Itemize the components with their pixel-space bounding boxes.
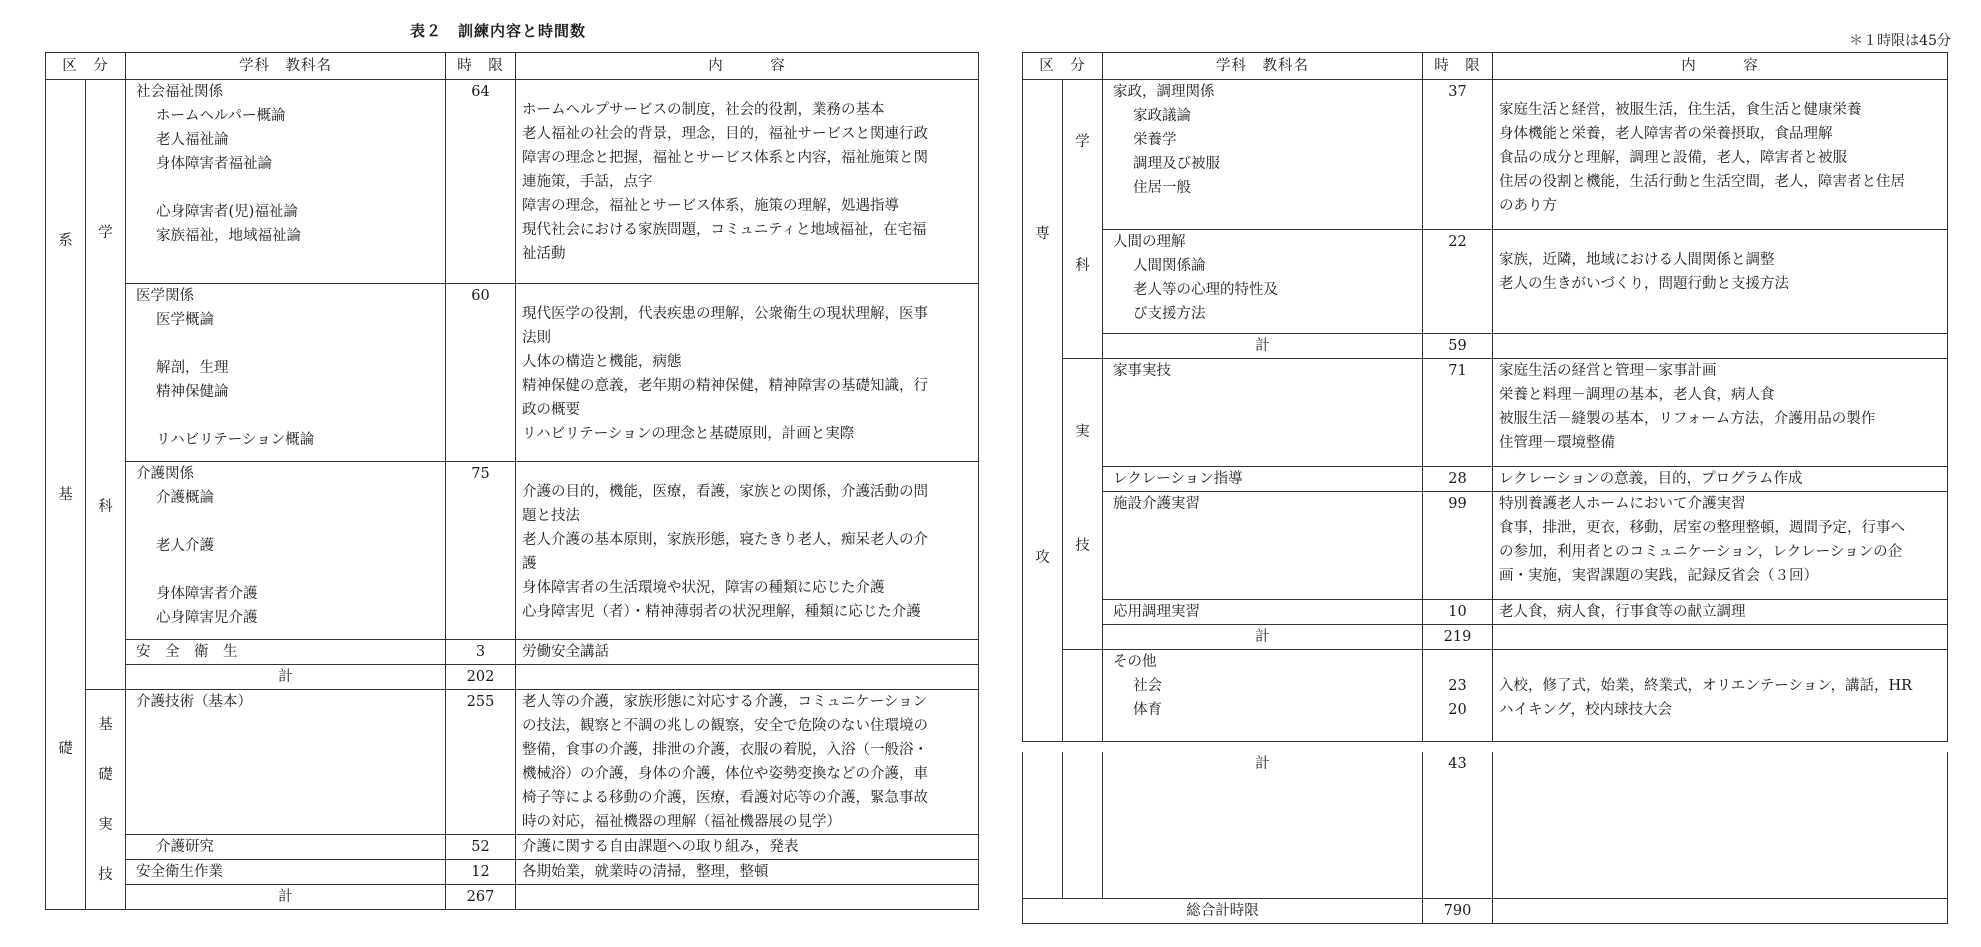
empty-cell <box>1063 650 1103 742</box>
category-inner-a <box>1063 80 1103 359</box>
period-note: ＊１時限は45分 <box>1849 33 1951 49</box>
hours-cell: 99 <box>1423 492 1493 600</box>
right-table <box>1022 52 1948 742</box>
subject-name: 栄養学 <box>1133 132 1177 148</box>
category-char: 専 <box>1035 225 1050 242</box>
content-line: 老人等の介護，家族形態に対応する介護，コミュニケーション <box>522 694 928 710</box>
hours-cell: 28 <box>1423 467 1493 492</box>
content-line: 連施策，手話，点字 <box>522 174 653 190</box>
empty-cell <box>1493 898 1948 923</box>
subject-cell <box>1103 650 1423 742</box>
header-hours: 時 限 <box>446 53 516 80</box>
content-line: 介護の目的，機能，医療，看護，家族との関係，介護活動の問 <box>522 484 928 500</box>
content-line: 食品の成分と理解，調理と設備，老人，障害者と被服 <box>1499 150 1847 166</box>
content-line: 精神保健の意義，老年期の精神保健，精神障害の基礎知識，行 <box>522 378 928 394</box>
category-outer <box>1023 80 1063 742</box>
subject-name: 老人介護 <box>156 538 214 554</box>
table-row <box>46 860 979 885</box>
hours-cell: 52 <box>446 835 516 860</box>
content-cell <box>1493 359 1948 467</box>
subject-name: 身体障害者介護 <box>156 586 258 602</box>
empty-cell <box>516 665 979 690</box>
subtotal-label: 計 <box>126 665 446 690</box>
subtotal-row <box>1023 752 1948 898</box>
content-line: 人体の構造と機能，病態 <box>522 354 682 370</box>
table-row <box>46 80 979 284</box>
category-char: 科 <box>1075 258 1090 274</box>
subject-name: 家政議論 <box>1133 108 1191 124</box>
header-subject: 学科 教科名 <box>126 53 446 80</box>
content-line: 障害の理念と把握，福祉とサービス体系と内容，福祉施策と関 <box>522 150 928 166</box>
subject-group-name: 医学関係 <box>136 288 194 304</box>
table-row <box>1023 600 1948 625</box>
content-cell <box>1493 230 1948 334</box>
empty-cell <box>1493 752 1948 898</box>
content-line: 機械浴）の介護，身体の介護，体位や姿勢変換などの介護，車 <box>522 766 928 782</box>
content-line: リハビリテーションの理念と基礎原則，計画と実際 <box>522 426 855 442</box>
subject-name: 住居一般 <box>1133 180 1191 196</box>
subject-name: 家族福祉，地域福祉論 <box>156 228 301 244</box>
hours-cell: 255 <box>446 690 516 835</box>
content-line: 画・実施，実習課題の実践，記録反省会（３回） <box>1499 568 1818 584</box>
header-subject: 学科 教科名 <box>1103 53 1423 80</box>
table-row <box>46 690 979 835</box>
subject-cell: 施設介護実習 <box>1103 492 1423 600</box>
content-cell <box>516 462 979 640</box>
content-line: 障害の理念，福祉とサービス体系，施策の理解，処遇指導 <box>522 198 899 214</box>
content-line: 老人介護の基本原則，家族形態，寝たきり老人，痴呆老人の介 <box>522 532 928 548</box>
empty-cell <box>1493 625 1948 650</box>
subject-cell <box>126 284 446 462</box>
table-row <box>46 284 979 462</box>
subject-name <box>136 404 439 428</box>
subject-name: 身体障害者福祉論 <box>156 156 272 172</box>
subject-cell <box>126 462 446 640</box>
subject-name <box>136 558 439 582</box>
hours-cell: 3 <box>446 640 516 665</box>
category-char: 技 <box>98 866 113 883</box>
category-char: 礎 <box>58 740 73 757</box>
category-char: 系 <box>58 232 73 249</box>
empty-cell <box>1063 752 1103 898</box>
content-line: 整備，食事の介護，排泄の介護，衣服の着脱，入浴（一般浴・ <box>522 742 928 758</box>
subject-name: 介護研究 <box>156 839 214 855</box>
header-category: 区 分 <box>46 53 126 80</box>
category-char: 基 <box>98 716 113 733</box>
category-char: 学 <box>98 224 113 241</box>
category-inner-a <box>86 80 126 690</box>
content-line: 入校，修了式，始業，終業式，オリエンテーション，講話，HR <box>1499 678 1913 694</box>
content-cell: 労働安全講話 <box>516 640 979 665</box>
content-cell: 介護に関する自由課題への取り組み，発表 <box>516 835 979 860</box>
subject-group-name: その他 <box>1113 654 1157 670</box>
subject-name: 介護概論 <box>156 490 214 506</box>
content-line: 栄養と料理－調理の基本，老人食，病人食 <box>1499 387 1775 403</box>
content-line: 身体機能と栄養，老人障害者の栄養摂取，食品理解 <box>1499 126 1833 142</box>
subject-name: 精神保健論 <box>156 384 229 400</box>
content-line: 護 <box>522 556 537 572</box>
content-cell: 老人食，病人食，行事食等の献立調理 <box>1493 600 1948 625</box>
content-line: 椅子等による移動の介護，医療，看護対応等の介護，緊急事故 <box>522 790 928 806</box>
content-cell <box>1493 650 1948 742</box>
subject-name: 解剖，生理 <box>156 360 229 376</box>
subject-cell: レクレーション指導 <box>1103 467 1423 492</box>
hours-cell: 37 <box>1423 80 1493 230</box>
subject-cell <box>126 80 446 284</box>
subject-name: 調理及び被服 <box>1133 156 1220 172</box>
content-line: 食事，排泄，更衣，移動，居室の整理整頓，週間予定，行事へ <box>1499 520 1905 536</box>
subject-name: び支援方法 <box>1133 306 1206 322</box>
subject-cell: 応用調理実習 <box>1103 600 1423 625</box>
subject-name: 心身障害児介護 <box>156 610 258 626</box>
content-line: 時の対応，福祉機器の理解（福祉機器展の見学） <box>522 814 841 830</box>
content-line: のあり方 <box>1499 198 1557 214</box>
subject-name: ホームヘルパー概論 <box>156 108 286 124</box>
content-line: 題と技法 <box>522 508 580 524</box>
subject-name: 体育 <box>1133 702 1162 718</box>
total-hours: 790 <box>1423 898 1493 923</box>
table-row <box>1023 650 1948 742</box>
subject-group-name: 介護関係 <box>136 466 194 482</box>
category-char: 攻 <box>1035 549 1050 566</box>
empty-cell <box>1023 752 1063 898</box>
category-char: 学 <box>1075 134 1090 150</box>
subject-group-name: 介護技術（基本） <box>136 694 252 710</box>
subtotal-row <box>46 885 979 910</box>
subtotal-label: 計 <box>1103 334 1423 359</box>
content-line: 祉活動 <box>522 246 566 262</box>
content-line: の参加，利用者とのコミュニケーション，レクレーションの企 <box>1499 544 1903 560</box>
table-row <box>46 640 979 665</box>
category-char: 基 <box>58 486 73 503</box>
empty-cell <box>516 885 979 910</box>
left-table <box>45 52 979 910</box>
hours-cell: 22 <box>1423 230 1493 334</box>
table-row <box>46 835 979 860</box>
header-row <box>46 53 979 80</box>
total-label: 総合計時限 <box>1023 898 1423 923</box>
subject-name: 心身障害者(児)福祉論 <box>156 204 298 220</box>
table-row <box>1023 359 1948 467</box>
content-line: 特別養護老人ホームにおいて介護実習 <box>1499 496 1746 512</box>
content-line: 現代社会における家族問題，コミュニティと地域福祉，在宅福 <box>522 222 927 238</box>
right-table-tail <box>1022 752 1948 924</box>
content-line: 老人福祉の社会的背景，理念，目的，福祉サービスと関連行政 <box>522 126 928 142</box>
table-row <box>46 462 979 640</box>
subject-name: 老人等の心理的特性及 <box>1133 282 1278 298</box>
table-row <box>1023 492 1948 600</box>
category-char: 実 <box>98 816 113 833</box>
content-line: 心身障害児（者）・精神薄弱者の状況理解，種類に応じた介護 <box>522 604 921 620</box>
subtotal-label: 計 <box>1103 752 1423 898</box>
content-line: 家族，近隣，地域における人間関係と調整 <box>1499 252 1775 268</box>
subject-name <box>136 510 439 534</box>
subject-name: 社会 <box>1133 678 1162 694</box>
hours-cell <box>1423 650 1493 742</box>
subject-cell: 家事実技 <box>1103 359 1423 467</box>
subject-hours: 20 <box>1448 702 1467 718</box>
content-line: 住居の役割と機能，生活行動と生活空間，老人，障害者と住居 <box>1499 174 1905 190</box>
category-char: 実 <box>1075 424 1090 440</box>
subject-group-name: 人間の理解 <box>1113 234 1186 250</box>
subtotal-hours: 202 <box>446 665 516 690</box>
subject-cell <box>126 835 446 860</box>
content-cell <box>516 80 979 284</box>
content-line: 法則 <box>522 330 551 346</box>
subject-cell <box>1103 80 1423 230</box>
category-char: 礎 <box>98 766 113 783</box>
content-cell <box>516 284 979 462</box>
subject-cell <box>126 690 446 835</box>
content-line: 家庭生活と経営，被服生活，住生活，食生活と健康栄養 <box>1499 102 1862 118</box>
subtotal-hours: 43 <box>1423 752 1493 898</box>
header-row <box>1023 53 1948 80</box>
content-line: ホームヘルプサービスの制度，社会的役割，業務の基本 <box>522 102 885 118</box>
subtotal-label: 計 <box>126 885 446 910</box>
content-cell <box>516 690 979 835</box>
subject-cell <box>1103 230 1423 334</box>
subject-group-name: 社会福祉関係 <box>136 84 223 100</box>
hours-cell: 12 <box>446 860 516 885</box>
content-line: 住管理－環境整備 <box>1499 435 1615 451</box>
subject-name: リハビリテーション概論 <box>156 432 315 448</box>
content-cell: レクレーションの意義，目的，プログラム作成 <box>1493 467 1948 492</box>
hours-cell: 64 <box>446 80 516 284</box>
content-line: 身体障害者の生活環境や状況，障害の種類に応じた介護 <box>522 580 885 596</box>
header-category: 区 分 <box>1023 53 1103 80</box>
subject-name: 医学概論 <box>156 312 214 328</box>
content-cell: 各期始業，就業時の清掃，整理，整頓 <box>516 860 979 885</box>
category-char: 技 <box>1075 538 1090 554</box>
subtotal-row <box>1023 625 1948 650</box>
subject-name: 老人福祉論 <box>156 132 229 148</box>
subtotal-row <box>1023 334 1948 359</box>
category-char: 科 <box>98 498 113 515</box>
header-hours: 時 限 <box>1423 53 1493 80</box>
subtotal-row <box>46 665 979 690</box>
subtotal-hours: 267 <box>446 885 516 910</box>
table-caption: 表２ 訓練内容と時間数 <box>410 22 587 40</box>
content-cell <box>1493 80 1948 230</box>
category-inner-b <box>1063 359 1103 650</box>
content-line: 老人の生きがいづくり，問題行動と支援方法 <box>1499 276 1789 292</box>
hours-cell: 75 <box>446 462 516 640</box>
category-inner-b <box>86 690 126 910</box>
hours-cell: 71 <box>1423 359 1493 467</box>
content-line: 現代医学の役割，代表疾患の理解，公衆衛生の現状理解，医事 <box>522 306 928 322</box>
subject-cell: 安 全 衛 生 <box>126 640 446 665</box>
subject-name <box>136 332 439 356</box>
subtotal-label: 計 <box>1103 625 1423 650</box>
content-line: ハイキング，校内球技大会 <box>1499 702 1672 718</box>
table-row <box>1023 467 1948 492</box>
header-content: 内 容 <box>1493 53 1948 80</box>
subject-name: 人間関係論 <box>1133 258 1206 274</box>
total-row <box>1023 898 1948 923</box>
subject-name <box>136 176 439 200</box>
category-outer <box>46 80 86 910</box>
subject-group-name: 家政，調理関係 <box>1113 84 1215 100</box>
content-line: 家庭生活の経営と管理－家事計画 <box>1499 363 1717 379</box>
table-row <box>1023 230 1948 334</box>
content-line: 被服生活－縫製の基本，リフォーム方法，介護用品の製作 <box>1499 411 1876 427</box>
subtotal-hours: 59 <box>1423 334 1493 359</box>
content-cell <box>1493 492 1948 600</box>
hours-cell: 60 <box>446 284 516 462</box>
subject-cell: 安全衛生作業 <box>126 860 446 885</box>
header-content: 内 容 <box>516 53 979 80</box>
subtotal-hours: 219 <box>1423 625 1493 650</box>
content-line: 政の概要 <box>522 402 580 418</box>
table-row <box>1023 80 1948 230</box>
subject-hours: 23 <box>1448 678 1467 694</box>
empty-cell <box>1493 334 1948 359</box>
hours-cell: 10 <box>1423 600 1493 625</box>
content-line: の技法，観察と不調の兆しの観察，安全で危険のない住環境の <box>522 718 928 734</box>
